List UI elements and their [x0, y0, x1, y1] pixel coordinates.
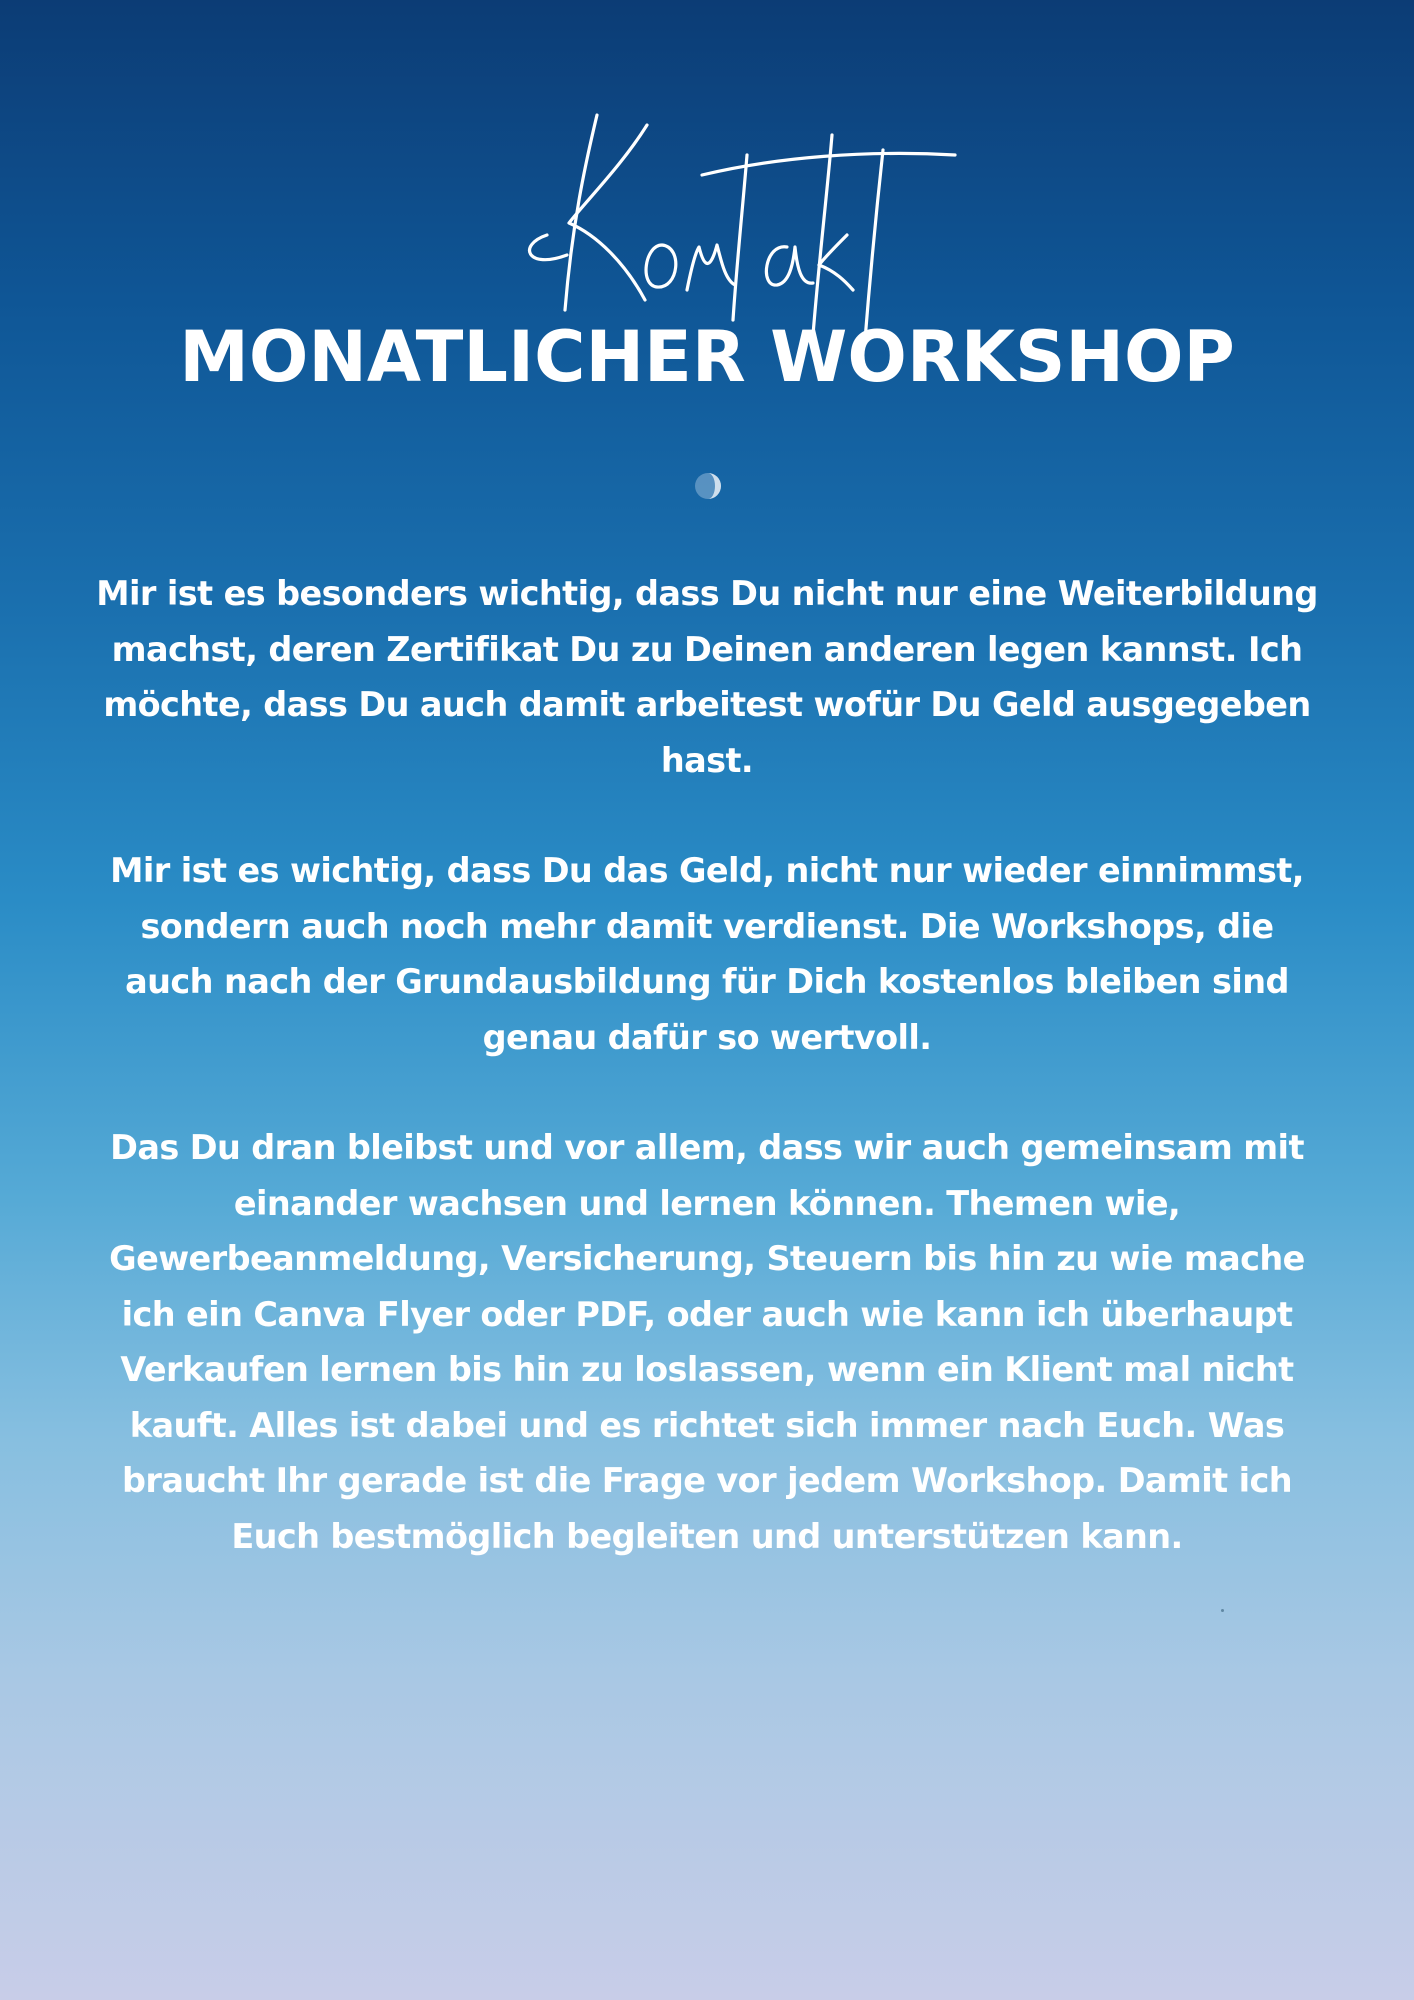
kontakt-script-lettering — [447, 95, 967, 345]
body-text — [95, 566, 1319, 1564]
background-speck — [1221, 1609, 1224, 1612]
paragraph-1: Mir ist es besonders wichtig, dass Du nicht nur eine Weiterbildung machst, deren Zertifikat Du zu Deinen anderen legen kannst. Ich möchte, dass Du auch damit arbeitest wofür Du Geld ausgegeben hast. — [96, 574, 1318, 780]
headline: MONATLICHER WORKSHOP — [179, 316, 1235, 398]
paragraph-3: Das Du dran bleibst und vor allem, dass wir auch gemeinsam mit einander wachsen und lernen können. Themen wie, Gewerbeanmeldung, Versicherung, Steuern bis hin zu wie mache ich ein Canva Flyer oder PDF, oder auch wie kann ich überhaupt Verkaufen lernen bis hin zu loslassen, wenn ein Klient mal nicht kauft. Alles ist dabei und es richtet sich immer nach Euch. Was braucht Ihr gerade ist die Frage vor jedem Workshop. Damit ich Euch bestmöglich begleiten und unterstützen kann. — [109, 1128, 1305, 1556]
script-title-kontakt — [0, 95, 1414, 345]
moon-icon — [692, 470, 724, 502]
paragraph-2: Mir ist es wichtig, dass Du das Geld, nicht nur wieder einnimmst, sondern auch noch mehr damit verdienst. Die Workshops, die auch nach der Grundausbildung für Dich kostenlos bleiben sind genau dafür so wertvoll. — [110, 851, 1304, 1057]
